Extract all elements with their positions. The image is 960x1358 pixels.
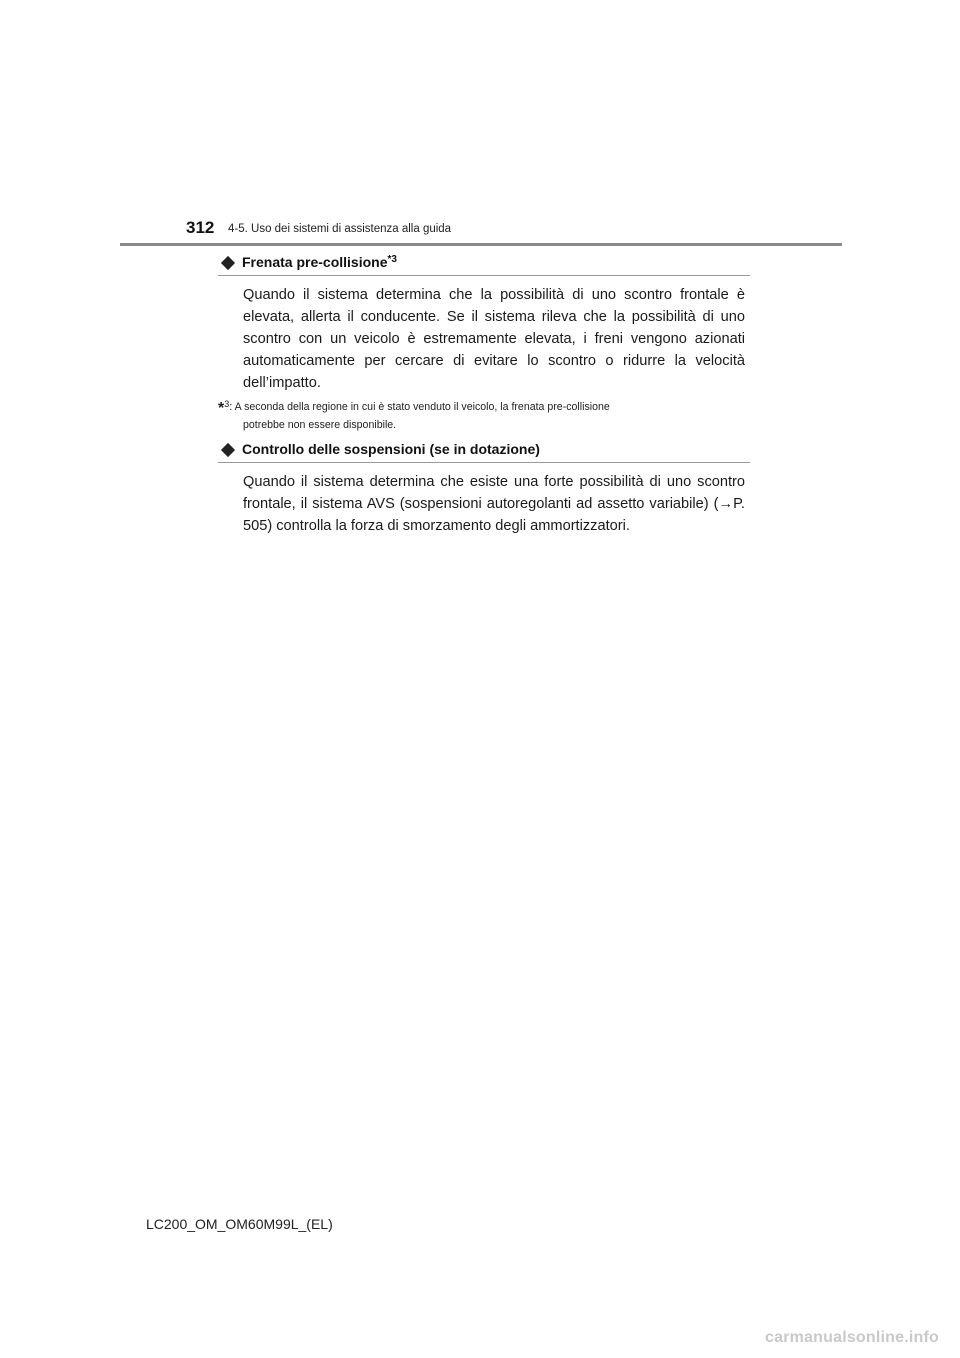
document-code: LC200_OM_OM60M99L_(EL) [146, 1216, 333, 1232]
footnote-marker: *$^3$: [218, 399, 233, 417]
footnote-line-1: A seconda della regione in cui è stato venduto il veicolo, la frenata pre-collisione [234, 401, 610, 413]
heading-footnote-ref: *3 [387, 254, 397, 265]
diamond-bullet-icon [221, 443, 235, 457]
diamond-bullet-icon [221, 256, 235, 270]
heading-rule [218, 275, 750, 276]
paragraph-controllo-sospensioni: Quando il sistema determina che esiste una forte possibilità di uno scontro frontale, il sistema AVS (sospensioni autoregolanti ad assetto variabile) (→P. 505) controlla la forza di smorzamento degli ammortizzatori. [243, 474, 745, 534]
footnote-line-2: potrebbe non essere disponibile. [243, 419, 397, 431]
paragraph-frenata-pre-collisione: Quando il sistema determina che la possibilità di uno scontro frontale è elevata, allerta il conducente. Se il sistema rileva che la possibilità di uno scontro con un veicolo è estremamente elevata, i freni vengono azionati automaticamente per cercare di evitare lo scontro o ridurre la velocità dell’impatto. [243, 287, 745, 391]
header-rule [120, 243, 842, 246]
page-number: 312 [186, 218, 215, 237]
heading-frenata-pre-collisione [218, 254, 750, 270]
watermark: carmanualsonline.info [765, 1329, 940, 1346]
heading-rule [218, 462, 750, 463]
heading-controllo-sospensioni [218, 441, 750, 457]
footnote [218, 396, 745, 433]
heading-text: Controllo delle sospensioni (se in dotazione) [242, 441, 540, 457]
heading-text: Frenata pre-collisione [242, 254, 388, 270]
section-title: 4-5. Uso dei sistemi di assistenza alla guida [228, 223, 452, 235]
